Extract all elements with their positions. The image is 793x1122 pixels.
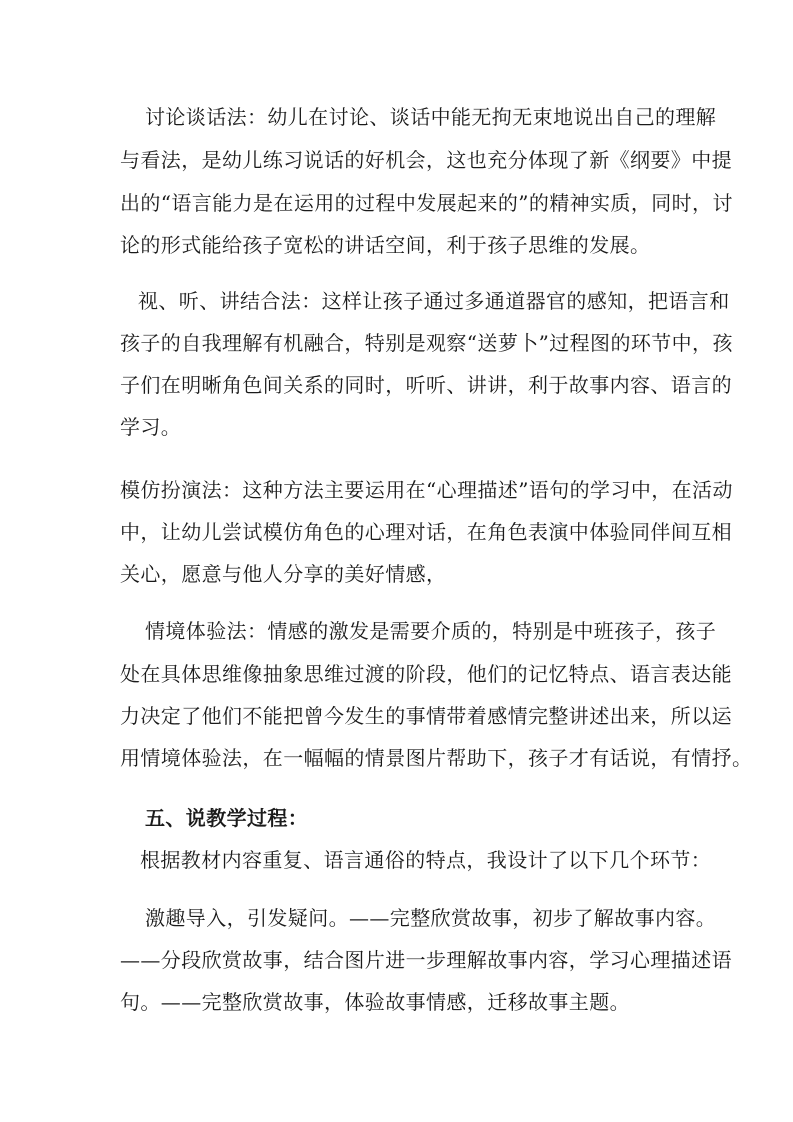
paragraph-2-line-4: 学习。 — [120, 415, 182, 439]
paragraph-2-line-1: 视、听、讲结合法：这样让孩子通过多通道器官的感知，把语言和 — [138, 289, 730, 313]
paragraph-1-line-2: 与看法，是幼儿练习说话的好机会，这也充分体现了新《纲要》中提 — [120, 148, 732, 172]
paragraph-4-line-2: 处在具体思维像抽象思维过渡的阶段，他们的记忆特点、语言表达能 — [120, 662, 732, 686]
paragraph-6-line-3: 句。——完整欣赏故事，体验故事情感，迁移故事主题。 — [120, 990, 630, 1014]
paragraph-6-line-1: 激趣导入，引发疑问。——完整欣赏故事，初步了解故事内容。 — [145, 906, 717, 930]
paragraph-4-line-1: 情境体验法：情感的激发是需要介质的，特别是中班孩子，孩子 — [145, 619, 717, 643]
paragraph-5-line-1: 根据教材内容重复、语言通俗的特点，我设计了以下几个环节： — [140, 848, 712, 872]
paragraph-1-line-4: 论的形式能给孩子宽松的讲话空间，利于孩子思维的发展。 — [120, 233, 651, 257]
paragraph-3-line-2: 中，让幼儿尝试模仿角色的心理对话，在角色表演中体验同伴间互相 — [120, 520, 732, 544]
paragraph-2-line-3: 子们在明晰角色间关系的同时，听听、讲讲，利于故事内容、语言的 — [120, 373, 732, 397]
paragraph-1-line-1: 讨论谈话法：幼儿在讨论、谈话中能无拘无束地说出自己的理解 — [145, 105, 717, 129]
paragraph-3-line-3: 关心，愿意与他人分享的美好情感， — [120, 562, 447, 586]
paragraph-4-line-4: 用情境体验法，在一幅幅的情景图片帮助下，孩子才有话说，有情抒。 — [120, 746, 753, 770]
paragraph-2-line-2: 孩子的自我理解有机融合，特别是观察“送萝卜”过程图的环节中，孩 — [120, 331, 733, 355]
section-heading: 五、说教学过程： — [145, 806, 309, 830]
paragraph-1-line-3: 出的“语言能力是在运用的过程中发展起来的”的精神实质，同时，讨 — [120, 191, 733, 215]
paragraph-6-line-2: ——分段欣赏故事，结合图片进一步理解故事内容，学习心理描述语 — [120, 948, 732, 972]
paragraph-4-line-3: 力决定了他们不能把曾今发生的事情带着感情完整讲述出来，所以运 — [120, 704, 732, 728]
paragraph-3-line-1: 模仿扮演法：这种方法主要运用在“心理描述”语句的学习中，在活动 — [120, 478, 733, 502]
